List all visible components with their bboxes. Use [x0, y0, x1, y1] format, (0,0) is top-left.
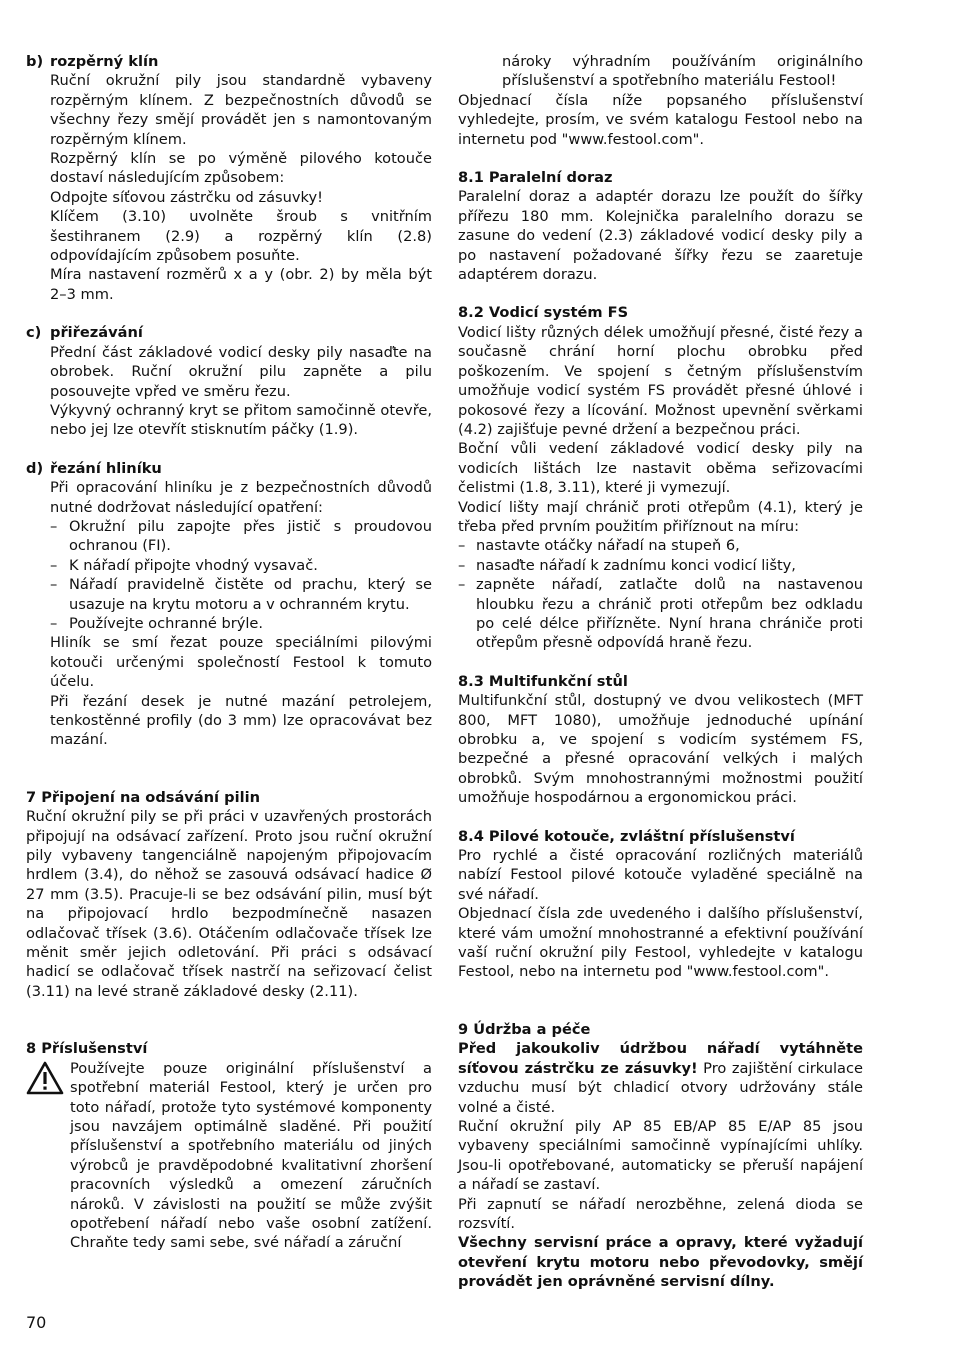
section-b-para-5: Míra nastavení rozměrů x a y (obr. 2) by měla být 2–3 mm. [50, 266, 432, 303]
section-8-text: Objednací čísla níže popsaného příslušenství vyhledejte, prosím, ve svém katalogu Festool nebo na internetu pod "www.festool.com". [458, 91, 863, 148]
section-b-title: rozpěrný klín [50, 53, 159, 70]
list-item-text: K nářadí připojte vhodný vysavač. [69, 556, 318, 574]
section-7-title: 7 Připojení na odsávání pilin [26, 788, 260, 806]
list-dash: – [50, 517, 58, 535]
section-8-3-text: Multifunkční stůl, dostupný ve dvou velikostech (MFT 800, MFT 1080), umožňuje jednoduché upínání obrobku a, ve spojení s vodicím systémem FS, bezpečné a přesné opracování velkých i malých obrobků. Svým mnohostrannými možnostmi použití umožňuje hospodárnou a ergonomickou práci. [458, 692, 863, 807]
right-column [458, 52, 863, 1292]
section-d-label: d) [26, 459, 44, 477]
list-item-text: nasaďte nářadí k zadnímu konci vodicí lišty, [476, 556, 796, 574]
section-9-lead [458, 1039, 863, 1117]
section-8-4-para-1: Pro rychlé a čisté opracování rozličných materiálů nabízí Festool pilové kotouče vyladěné speciálně na své nářadí. [458, 847, 863, 903]
section-8-2-title: 8.2 Vodicí systém FS [458, 304, 629, 322]
section-9-bold-lead: Před jakoukoliv údržbou nářadí vytáhněte síťovou zástrčku ze zásuvky! [458, 1040, 863, 1077]
list-dash: – [458, 576, 466, 594]
list-item-text: Používejte ochranné brýle. [69, 614, 264, 632]
section-9-lead-rest: Pro zajištění cirkulace vzduchu musí být chladicí otvory udržovány stále volné a čisté. [458, 1059, 863, 1116]
left-column [26, 52, 432, 1253]
list-item [458, 556, 863, 575]
list-dash: – [50, 556, 58, 574]
section-c-para-1: Přední část základové vodicí desky pily nasaďte na obrobek. Ruční okružní pilu zapněte a pilu posouvejte vpřed ve směru řezu. [50, 343, 432, 400]
section-8-2-para-3: Vodicí lišty mají chránič proti otřepům (4.1), který je třeba před prvním použitím přiříznout na míru: [458, 498, 863, 535]
section-b-para-4: Klíčem (3.10) uvolněte šroub s vnitřním šestihranem (2.9) a rozpěrný klín (2.8) odpovídajícím způsobem posuňte. [50, 208, 432, 265]
list-dash: – [458, 537, 466, 555]
section-9-para-2: Při zapnutí se nářadí nerozběhne, zelená dioda se rozsvítí. [458, 1195, 863, 1232]
section-8-title: 8 Příslušenství [26, 1040, 148, 1058]
section-b [26, 52, 432, 71]
section-d-para-2: Při řezání desek je nutné mazání petrolejem, tenkostěnné profily (do 3 mm) lze opracovávat bez mazání. [50, 692, 432, 749]
section-8-4-title: 8.4 Pilové kotouče, zvláštní příslušenství [458, 827, 795, 845]
section-c-para-2: Výkyvný ochranný kryt se přitom samočinně otevře, nebo jej lze otevřít stisknutím páčky (1.9). [50, 401, 432, 439]
warning-continuation: nároky výhradním používáním originálního příslušenství a spotřebního materiálu Festool! [502, 53, 863, 90]
section-7-text: Ruční okružní pily se při práci v uzavřených prostorách připojují na odsávací zařízení. Proto jsou ruční okružní pily vybaveny tangenciálně napojeným připojovacím hrdlem (3.4), do něhož se zasouvá odsávací hadice Ø 27 mm (3.5). Pracuje-li se bez odsávání pilin, musí být na připojovací hrdlo bezpodmínečně nasazen odlačovač třísek (3.6). Otáčením odlačovače třísek lze měnit směr jejich odletování. Při práci s odsávací hadicí se odlačovač třísek nastrčí na seřizovací čelist (3.11) na levé straně základové desky (2.11). [26, 808, 432, 1000]
section-b-para-3: Odpojte síťovou zástrčku od zásuvky! [50, 188, 323, 206]
section-8-4-para-2: Objednací čísla zde uvedeného i dalšího příslušenství, které vám umožní mnohostranné a efektivní používání vaší ruční okružní pily Festool, vyhledejte v katalogu Festool, nebo na internetu pod "www.festool.com". [458, 905, 863, 981]
section-8-2-para-2: Boční vůli vedení základové vodicí desky pily na vodicích lištách lze nastavit oběma seřizovacími čelistmi (1.8, 3.11), které ji vymezují. [458, 440, 863, 497]
list-item [458, 536, 863, 555]
list-item [26, 556, 432, 575]
warning-text: Používejte pouze originální příslušenství a spotřební materiál Festool, který je určen pro toto nářadí, protože tyto systémové komponenty jsou navzájem optimálně sladěné. Při použití příslušenství a spotřebního materiálu od jiných výrobců je pravděpodobné kvalitativní zhoršení pracovních výsledků a omezení záručních nároků. V závislosti na použití se může zvýšit opotřebení nářadí nebo vaše osobní zatížení. Chraňte tedy sami sebe, své nářadí a záruční [70, 1059, 432, 1252]
section-d [26, 459, 432, 478]
section-b-para-2: Rozpěrný klín se po výměně pilového kotouče dostaví následujícím způsobem: [50, 150, 432, 187]
section-9-title: 9 Údržba a péče [458, 1020, 591, 1038]
section-c-label: c) [26, 324, 42, 342]
section-b-para-1: Ruční okružní pily jsou standardně vybaveny rozpěrným klínem. Z bezpečnostních důvodů se všechny řezy smějí provádět jen s namontovaným rozpěrným klínem. [50, 72, 432, 148]
section-c-title: přiřezávání [50, 324, 143, 342]
section-d-intro: Při opracování hliníku je z bezpečnostních důvodů nutné dodržovat následující opatření: [50, 479, 432, 516]
list-item [458, 575, 863, 653]
list-item [26, 614, 432, 633]
warning-block [26, 1059, 432, 1253]
page-number: 70 [26, 1313, 47, 1332]
list-dash: – [458, 556, 466, 574]
section-8-1-text: Paralelní doraz a adaptér dorazu lze použít do šířky přířezu 180 mm. Kolejnička paralelního dorazu se zasune do vedení (2.3) základové vodicí desky pily a po nastavení požadované šířky řezu se zaaretuje adaptérem dorazu. [458, 188, 863, 284]
section-8-3-title: 8.3 Multifunkční stůl [458, 672, 628, 690]
section-c [26, 323, 432, 342]
section-9-para-1: Ruční okružní pily AP 85 EB/AP 85 E/AP 85 jsou vybaveny speciálními samočinně vypínajícími uhlíky. Jsou-li opotřebované, automaticky se přeruší napájení a nářadí se zastaví. [458, 1117, 863, 1194]
list-item-text: Okružní pilu zapojte přes jistič s proudovou ochranou (FI). [69, 517, 432, 555]
list-item [26, 575, 432, 614]
list-dash: – [50, 614, 58, 632]
section-8-1-title: 8.1 Paralelní doraz [458, 169, 613, 187]
section-d-para-1: Hliník se smí řezat pouze speciálními pilovými kotouči určenými společností Festool k tomuto účelu. [50, 634, 432, 691]
list-item [26, 517, 432, 556]
list-dash: – [50, 576, 58, 594]
list-item-text: zapněte nářadí, zatlačte dolů na nastavenou hloubku řezu a chránič proti otřepům bez odkladu po celé délce přiřízněte. Nyní hrana chrániče proti otřepům přesně odpovídá hraně řezu. [476, 576, 863, 652]
section-8-2-para-1: Vodicí lišty různých délek umožňují přesné, čisté řezy a současně chrání horní plochu obrobku před poškozením. Ve spojení s četným příslušenstvím umožňuje vodicí systém FS provádět přesné úhlové i pokosové řezy a lícování. Možnost upevnění svěrkami (4.2) zajišťuje pevné držení a bezpečnou práci. [458, 323, 863, 438]
section-d-title: řezání hliníku [50, 459, 162, 477]
list-item-text: Nářadí pravidelně čistěte od prachu, který se usazuje na krytu motoru a v ochranném krytu. [69, 576, 432, 613]
list-item-text: nastavte otáčky nářadí na stupeň 6, [476, 537, 740, 555]
warning-triangle-icon [26, 1059, 70, 1253]
section-b-label: b) [26, 53, 44, 70]
section-9-bold-end: Všechny servisní práce a opravy, které vyžadují otevření krytu motoru nebo převodovky, smějí provádět jen oprávněné servisní dílny. [458, 1234, 863, 1291]
